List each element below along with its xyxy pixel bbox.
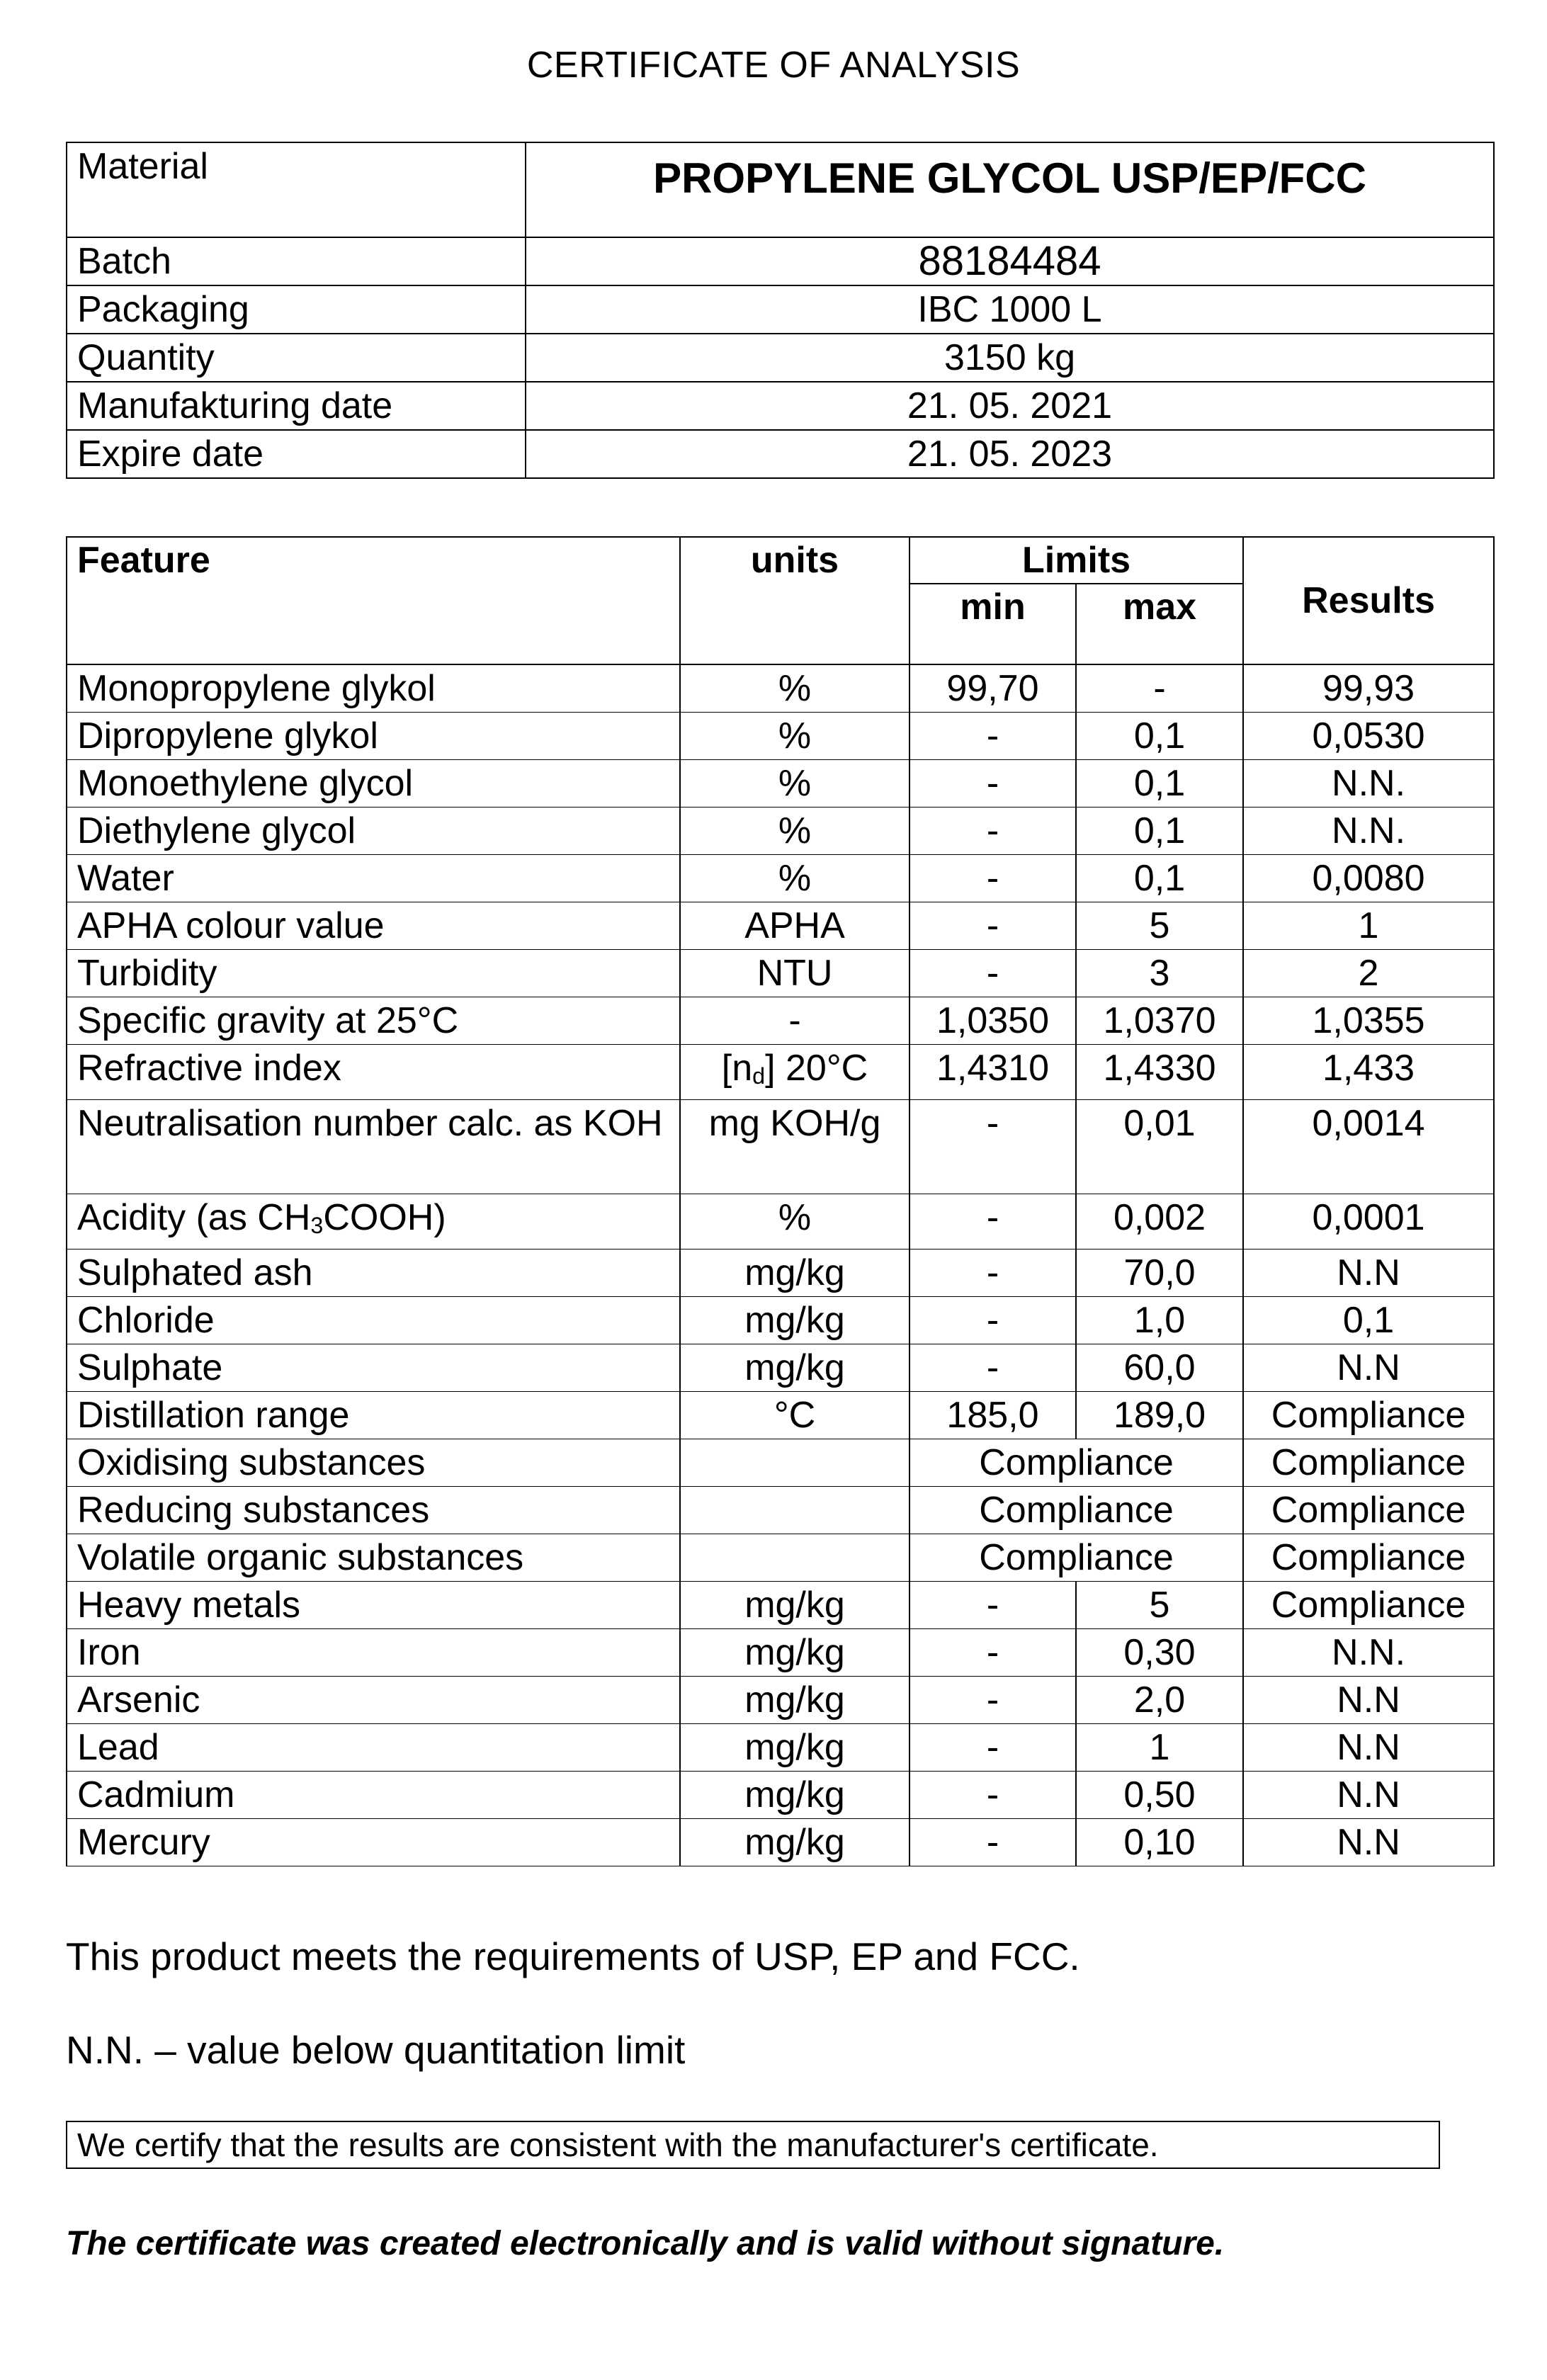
manufacturing-date-label: Manufakturing date xyxy=(67,382,526,430)
min-cell: - xyxy=(910,1628,1076,1676)
min-cell: - xyxy=(910,855,1076,902)
units-cell: % xyxy=(680,808,910,855)
result-cell: 0,0080 xyxy=(1243,855,1494,902)
result-cell: N.N xyxy=(1243,1344,1494,1391)
table-row xyxy=(67,1344,1494,1391)
max-cell: 189,0 xyxy=(1076,1391,1243,1439)
electronic-validity-statement: The certificate was created electronically and is valid without signature. xyxy=(66,2225,1225,2262)
units-cell: mg/kg xyxy=(680,1249,910,1296)
limits-cell: Compliance xyxy=(910,1439,1243,1486)
result-cell: N.N. xyxy=(1243,1628,1494,1676)
feature-name-cell: Water xyxy=(67,855,680,902)
expire-date-label: Expire date xyxy=(67,430,526,478)
units-cell: °C xyxy=(680,1391,910,1439)
min-cell: 99,70 xyxy=(910,664,1076,713)
feature-name-cell: Monopropylene glykol xyxy=(67,664,680,713)
min-cell: - xyxy=(910,1723,1076,1771)
table-row xyxy=(67,950,1494,997)
min-cell: - xyxy=(910,1249,1076,1296)
feature-name-cell: Sulphated ash xyxy=(67,1249,680,1296)
units-cell: % xyxy=(680,855,910,902)
feature-name-cell: Monoethylene glycol xyxy=(67,760,680,808)
features-table xyxy=(66,536,1495,1866)
units-cell: % xyxy=(680,713,910,760)
max-cell: 0,30 xyxy=(1076,1628,1243,1676)
table-row xyxy=(67,1771,1494,1818)
result-cell: 99,93 xyxy=(1243,664,1494,713)
min-cell: - xyxy=(910,1194,1076,1249)
max-cell: 0,1 xyxy=(1076,855,1243,902)
units-cell xyxy=(680,1486,910,1534)
min-cell: - xyxy=(910,1676,1076,1723)
max-cell: 0,002 xyxy=(1076,1194,1243,1249)
units-cell: mg KOH/g xyxy=(680,1099,910,1194)
result-cell: Compliance xyxy=(1243,1486,1494,1534)
certify-statement: We certify that the results are consistent with the manufacturer's certificate. xyxy=(66,2121,1440,2169)
result-cell: 1,0355 xyxy=(1243,997,1494,1045)
max-cell: 60,0 xyxy=(1076,1344,1243,1391)
result-cell: Compliance xyxy=(1243,1439,1494,1486)
max-cell: 0,10 xyxy=(1076,1818,1243,1866)
table-row xyxy=(67,1486,1494,1534)
table-row xyxy=(67,664,1494,713)
material-info-table xyxy=(66,142,1495,479)
feature-name-cell: APHA colour value xyxy=(67,902,680,950)
results-header: Results xyxy=(1243,537,1494,664)
feature-name-cell: Cadmium xyxy=(67,1771,680,1818)
max-cell: 1 xyxy=(1076,1723,1243,1771)
table-row xyxy=(67,713,1494,760)
min-cell: 185,0 xyxy=(910,1391,1076,1439)
feature-name-cell: Mercury xyxy=(67,1818,680,1866)
max-cell: 70,0 xyxy=(1076,1249,1243,1296)
feature-name-cell: Refractive index xyxy=(67,1045,680,1100)
min-cell: 1,0350 xyxy=(910,997,1076,1045)
result-cell: Compliance xyxy=(1243,1534,1494,1581)
min-cell: - xyxy=(910,1818,1076,1866)
quantity-row xyxy=(67,334,1494,382)
min-cell: - xyxy=(910,713,1076,760)
units-cell: mg/kg xyxy=(680,1818,910,1866)
max-cell: 1,0370 xyxy=(1076,997,1243,1045)
max-cell: 1,4330 xyxy=(1076,1045,1243,1100)
result-cell: N.N xyxy=(1243,1723,1494,1771)
units-cell: % xyxy=(680,760,910,808)
result-cell: 1 xyxy=(1243,902,1494,950)
feature-header: Feature xyxy=(67,537,680,664)
feature-name-cell: Turbidity xyxy=(67,950,680,997)
table-row xyxy=(67,855,1494,902)
max-cell: - xyxy=(1076,664,1243,713)
feature-name-cell: Sulphate xyxy=(67,1344,680,1391)
table-row xyxy=(67,1534,1494,1581)
packaging-value: IBC 1000 L xyxy=(526,285,1494,334)
result-cell: N.N xyxy=(1243,1818,1494,1866)
result-cell: N.N. xyxy=(1243,760,1494,808)
table-row xyxy=(67,1818,1494,1866)
limits-cell: Compliance xyxy=(910,1534,1243,1581)
table-row xyxy=(67,1194,1494,1249)
feature-name-cell: Iron xyxy=(67,1628,680,1676)
feature-name-cell: Dipropylene glykol xyxy=(67,713,680,760)
result-cell: N.N. xyxy=(1243,808,1494,855)
min-cell: - xyxy=(910,1581,1076,1628)
result-cell: N.N xyxy=(1243,1249,1494,1296)
table-row xyxy=(67,1249,1494,1296)
table-row xyxy=(67,1099,1494,1194)
table-row xyxy=(67,1628,1494,1676)
table-row xyxy=(67,760,1494,808)
feature-name-cell: Heavy metals xyxy=(67,1581,680,1628)
units-cell: $[n_d]$ 20°C xyxy=(680,1045,910,1100)
table-row xyxy=(67,1296,1494,1344)
units-cell: mg/kg xyxy=(680,1676,910,1723)
feature-name-cell: Acidity (as $CH_3COOH$) xyxy=(67,1194,680,1249)
table-row xyxy=(67,1439,1494,1486)
result-cell: N.N xyxy=(1243,1771,1494,1818)
units-cell: mg/kg xyxy=(680,1581,910,1628)
requirements-statement: This product meets the requirements of USP, EP and FCC. xyxy=(66,1934,1080,1978)
units-cell: mg/kg xyxy=(680,1723,910,1771)
units-cell: mg/kg xyxy=(680,1344,910,1391)
units-cell xyxy=(680,1534,910,1581)
batch-row xyxy=(67,237,1494,285)
units-cell: mg/kg xyxy=(680,1771,910,1818)
expire-date-row xyxy=(67,430,1494,478)
max-cell: 0,1 xyxy=(1076,713,1243,760)
max-cell: 0,01 xyxy=(1076,1099,1243,1194)
expire-date-value: 21. 05. 2023 xyxy=(526,430,1494,478)
table-row xyxy=(67,1045,1494,1100)
limits-cell: Compliance xyxy=(910,1486,1243,1534)
min-cell: - xyxy=(910,902,1076,950)
feature-name-cell: Distillation range xyxy=(67,1391,680,1439)
units-cell: APHA xyxy=(680,902,910,950)
batch-value: 88184484 xyxy=(526,237,1494,285)
units-cell xyxy=(680,1439,910,1486)
max-cell: 5 xyxy=(1076,1581,1243,1628)
batch-label: Batch xyxy=(67,237,526,285)
min-header: min xyxy=(910,584,1076,664)
units-cell: % xyxy=(680,664,910,713)
material-row xyxy=(67,142,1494,237)
table-row xyxy=(67,1391,1494,1439)
max-cell: 0,1 xyxy=(1076,808,1243,855)
quantity-value: 3150 kg xyxy=(526,334,1494,382)
result-cell: 1,433 xyxy=(1243,1045,1494,1100)
packaging-row xyxy=(67,285,1494,334)
nn-definition-note: N.N. – value below quantitation limit xyxy=(66,2028,686,2072)
max-header: max xyxy=(1076,584,1243,664)
units-cell: - xyxy=(680,997,910,1045)
min-cell: - xyxy=(910,760,1076,808)
feature-name-cell: Lead xyxy=(67,1723,680,1771)
min-cell: - xyxy=(910,1296,1076,1344)
result-cell: N.N xyxy=(1243,1676,1494,1723)
units-cell: mg/kg xyxy=(680,1628,910,1676)
result-cell: 0,1 xyxy=(1243,1296,1494,1344)
min-cell: - xyxy=(910,950,1076,997)
result-cell: 0,0014 xyxy=(1243,1099,1494,1194)
feature-name-cell: Diethylene glycol xyxy=(67,808,680,855)
feature-name-cell: Volatile organic substances xyxy=(67,1534,680,1581)
min-cell: 1,4310 xyxy=(910,1045,1076,1100)
min-cell: - xyxy=(910,1344,1076,1391)
material-value: PROPYLENE GLYCOL USP/EP/FCC xyxy=(526,142,1494,237)
feature-name-cell: Reducing substances xyxy=(67,1486,680,1534)
feature-name-cell: Oxidising substances xyxy=(67,1439,680,1486)
quantity-label: Quantity xyxy=(67,334,526,382)
result-cell: Compliance xyxy=(1243,1391,1494,1439)
result-cell: 0,0530 xyxy=(1243,713,1494,760)
table-row xyxy=(67,1581,1494,1628)
table-row xyxy=(67,1676,1494,1723)
table-row xyxy=(67,902,1494,950)
table-row xyxy=(67,808,1494,855)
max-cell: 2,0 xyxy=(1076,1676,1243,1723)
min-cell: - xyxy=(910,1771,1076,1818)
feature-name-cell: Arsenic xyxy=(67,1676,680,1723)
max-cell: 3 xyxy=(1076,950,1243,997)
min-cell: - xyxy=(910,1099,1076,1194)
material-label: Material xyxy=(67,142,526,237)
units-cell: NTU xyxy=(680,950,910,997)
units-cell: % xyxy=(680,1194,910,1249)
units-header: units xyxy=(680,537,910,664)
max-cell: 1,0 xyxy=(1076,1296,1243,1344)
max-cell: 0,1 xyxy=(1076,760,1243,808)
result-cell: 2 xyxy=(1243,950,1494,997)
table-row xyxy=(67,1723,1494,1771)
units-cell: mg/kg xyxy=(680,1296,910,1344)
max-cell: 0,50 xyxy=(1076,1771,1243,1818)
result-cell: 0,0001 xyxy=(1243,1194,1494,1249)
feature-name-cell: Neutralisation number calc. as KOH xyxy=(67,1099,680,1194)
table-row xyxy=(67,997,1494,1045)
min-cell: - xyxy=(910,808,1076,855)
feature-name-cell: Chloride xyxy=(67,1296,680,1344)
feature-name-cell: Specific gravity at 25°C xyxy=(67,997,680,1045)
manufacturing-date-value: 21. 05. 2021 xyxy=(526,382,1494,430)
packaging-label: Packaging xyxy=(67,285,526,334)
manufacturing-date-row xyxy=(67,382,1494,430)
document-title: CERTIFICATE OF ANALYSIS xyxy=(526,45,1021,86)
max-cell: 5 xyxy=(1076,902,1243,950)
result-cell: Compliance xyxy=(1243,1581,1494,1628)
limits-header: Limits xyxy=(910,537,1243,584)
